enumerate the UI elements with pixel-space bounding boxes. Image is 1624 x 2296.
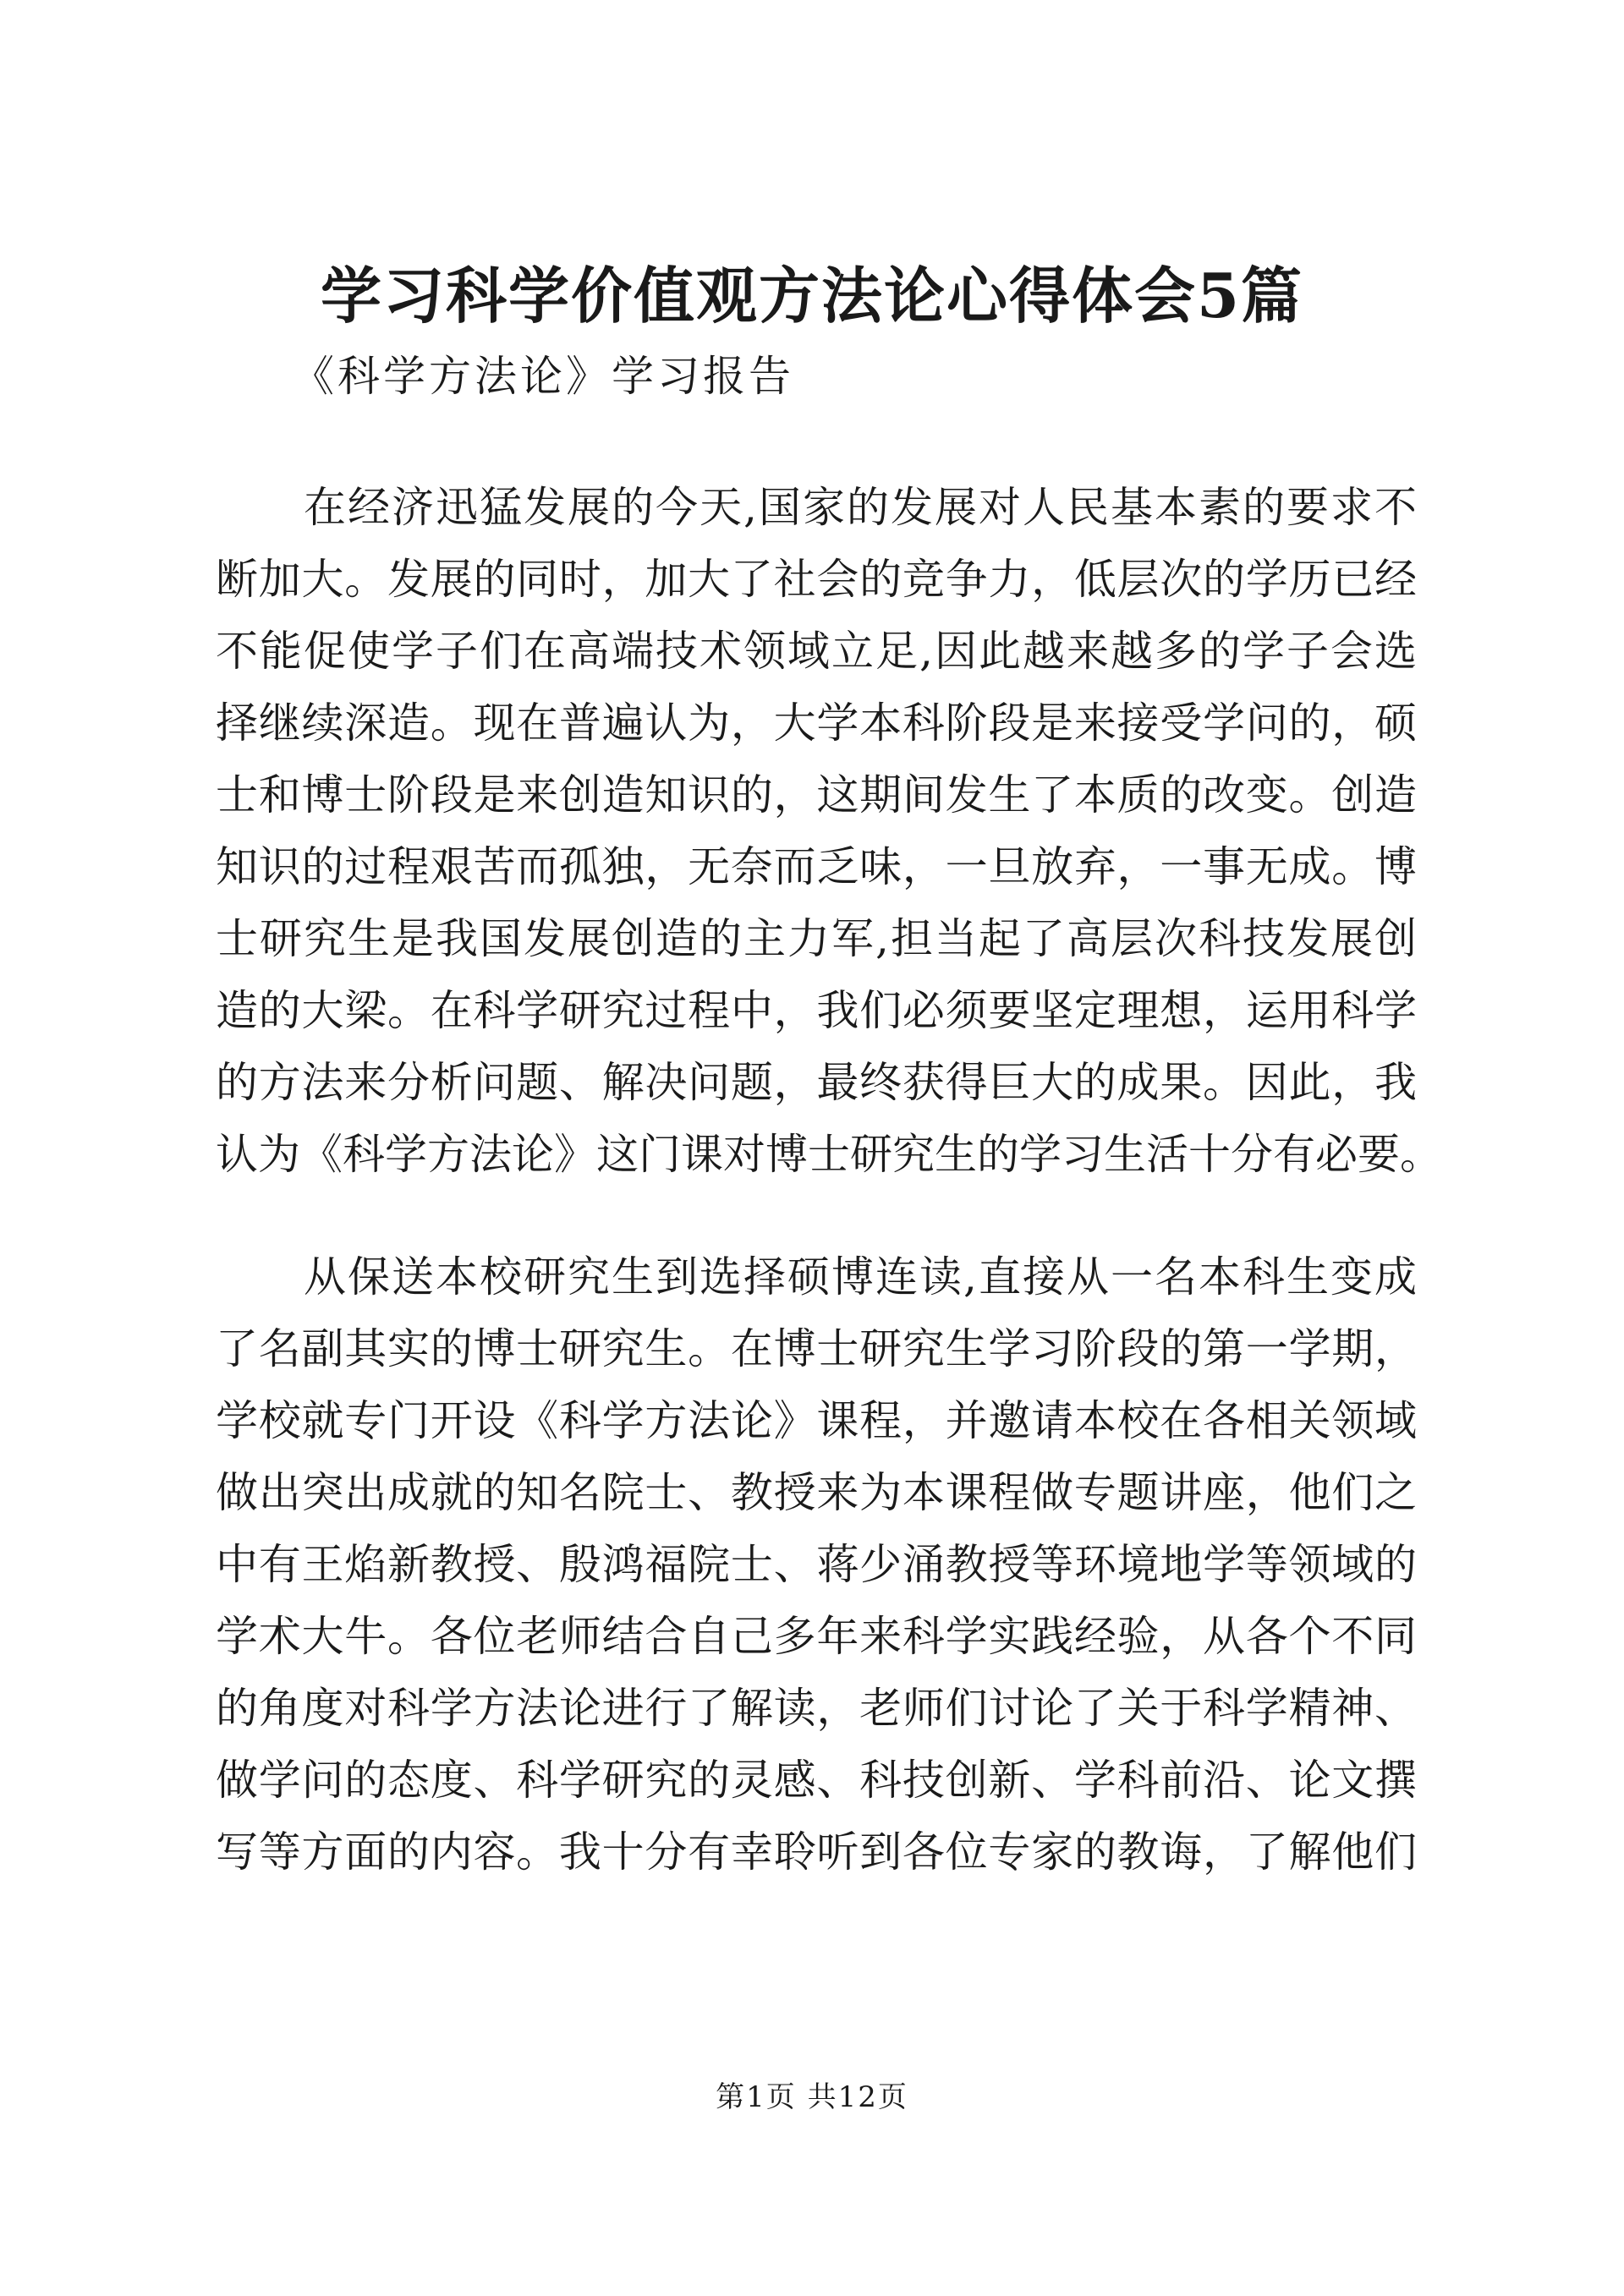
paragraph-2-line-5: 中有王焰新教授、殷鸿福院士、蒋少涌教授等环境地学等领域的 — [216, 1540, 1417, 1589]
paragraph-1-line-5: 士和博士阶段是来创造知识的，这期间发生了本质的改变。创造 — [216, 770, 1417, 819]
paragraph-2-line-6: 学术大牛。各位老师结合自己多年来科学实践经验，从各个不同 — [216, 1612, 1417, 1661]
paragraph-1-line-4: 择继续深造。现在普遍认为，大学本科阶段是来接受学问的，硕 — [216, 699, 1417, 748]
paragraph-1-line-7: 士研究生是我国发展创造的主力军,担当起了高层次科技发展创 — [216, 914, 1417, 963]
paragraph-1-line-6: 知识的过程艰苦而孤独，无奈而乏味，一旦放弃，一事无成。博 — [216, 842, 1417, 891]
paragraph-1-line-1: 在经济迅猛发展的今天,国家的发展对人民基本素的要求不 — [216, 483, 1417, 532]
paragraph-2-line-9: 写等方面的内容。我十分有幸聆听到各位专家的教诲，了解他们 — [216, 1827, 1417, 1877]
paragraph-2-line-3: 学校就专门开设《科学方法论》课程，并邀请本校在各相关领域 — [216, 1396, 1417, 1445]
paragraph-1-line-2: 断加大。发展的同时，加大了社会的竞争力，低层次的学历已经 — [216, 555, 1417, 604]
document-subtitle: 《科学方法论》学习报告 — [292, 352, 794, 401]
paragraph-1-line-8: 造的大梁。在科学研究过程中，我们必须要坚定理想，运用科学 — [216, 986, 1417, 1035]
document-title: 学习科学价值观方法论心得体会5篇 — [320, 260, 1304, 332]
paragraph-1-line-10: 认为《科学方法论》这门课对博士研究生的学习生活十分有必要。 — [216, 1130, 1442, 1179]
paragraph-2-line-2: 了名副其实的博士研究生。在博士研究生学习阶段的第一学期， — [216, 1324, 1417, 1373]
paragraph-2-line-8: 做学问的态度、科学研究的灵感、科技创新、学科前沿、论文撰 — [216, 1756, 1417, 1805]
paragraph-1-line-9: 的方法来分析问题、解决问题，最终获得巨大的成果。因此，我 — [216, 1058, 1417, 1107]
paragraph-1-line-3: 不能促使学子们在高端技术领域立足,因此越来越多的学子会选 — [216, 627, 1417, 676]
paragraph-2-line-7: 的角度对科学方法论进行了解读，老师们讨论了关于科学精神、 — [216, 1684, 1417, 1733]
paragraph-2-line-4: 做出突出成就的知名院士、教授来为本课程做专题讲座，他们之 — [216, 1468, 1417, 1517]
paragraph-2-line-1: 从保送本校研究生到选择硕博连读,直接从一名本科生变成 — [216, 1252, 1417, 1301]
page-number-footer: 第1页 共12页 — [716, 2080, 908, 2114]
